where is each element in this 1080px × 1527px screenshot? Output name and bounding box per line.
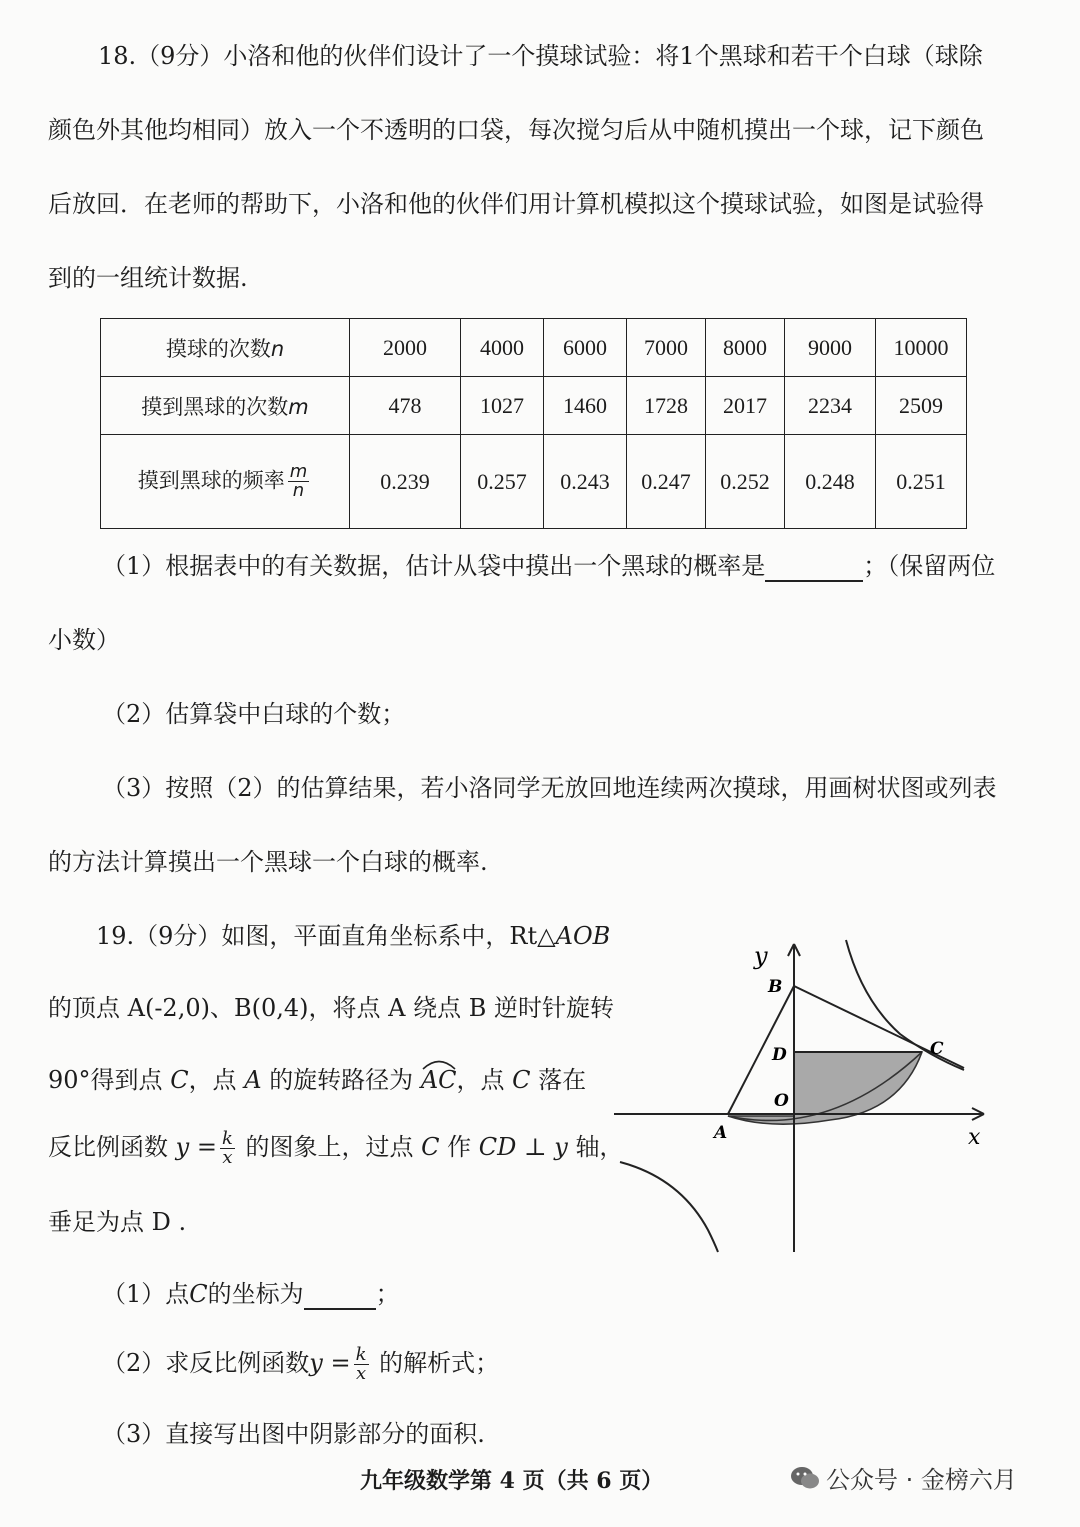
label-x: x [968, 1125, 981, 1150]
table-cell: 9000 [785, 319, 876, 377]
watermark: 公众号 · 金榜六月 [790, 1460, 1017, 1497]
q19-part-1: （1）点C的坐标为 ； [102, 1280, 400, 1308]
table-cell: 0.248 [785, 435, 876, 529]
coordinate-figure [600, 930, 1000, 1260]
arc-icon [421, 1058, 457, 1070]
table-cell: 10000 [876, 319, 967, 377]
table-cell: 0.252 [706, 435, 785, 529]
q19-line-1: 19.（9分）如图，平面直角坐标系中，Rt△AOB [96, 922, 611, 950]
table-cell: 1027 [461, 377, 544, 435]
page-footer: 九年级数学第 4 页（共 6 页） [360, 1468, 664, 1494]
label-a: A [714, 1123, 728, 1143]
table-row [101, 435, 967, 529]
hyperbola-branch-1 [846, 940, 964, 1070]
label-b: B [768, 977, 783, 997]
table-row [101, 377, 967, 435]
table-cell: 1728 [627, 377, 706, 435]
q18-part-2: （2）估算袋中白球的个数； [102, 700, 406, 728]
q18-line-3: 后放回．在老师的帮助下，小洛和他的伙伴们用计算机模拟这个摸球试验，如图是试验得 [48, 190, 984, 218]
label-o: O [774, 1091, 789, 1111]
label-d: D [772, 1045, 787, 1065]
wechat-icon [790, 1465, 820, 1497]
table-row-header: 摸到黑球的次数m [101, 377, 350, 435]
q18-part-3: （3）按照（2）的估算结果，若小洛同学无放回地连续两次摸球，用画树状图或列表 [102, 774, 997, 802]
table-cell: 478 [350, 377, 461, 435]
q18-part-3-cont: 的方法计算摸出一个黑球一个白球的概率. [48, 848, 488, 876]
table-cell: 0.239 [350, 435, 461, 529]
table-row-header: 摸球的次数n [101, 319, 350, 377]
q19-line-4: 反比例函数 y = $\frac{k}{x}$ 的图象上，过点 C 作 CD ⊥ y 轴， [48, 1128, 624, 1168]
table-cell: 0.257 [461, 435, 544, 529]
frequency-table [100, 318, 967, 529]
q19-line-5: 垂足为点 D . [48, 1208, 187, 1236]
q18-part-1: （1）根据表中的有关数据，估计从袋中摸出一个黑球的概率是 ；（保留两位 [102, 552, 996, 580]
table-cell: 2017 [706, 377, 785, 435]
q18-part-1-cont: 小数） [48, 626, 120, 654]
q18-line-2: 颜色外其他均相同）放入一个不透明的口袋，每次搅匀后从中随机摸出一个球，记下颜色 [48, 116, 984, 144]
table-cell: 0.251 [876, 435, 967, 529]
arc-ac-notation: AC [421, 1066, 457, 1094]
hyperbola-branch-2 [620, 1162, 718, 1252]
table-cell: 2509 [876, 377, 967, 435]
table-row-header: 摸到黑球的频率 $\frac{m}{n}$ [101, 435, 350, 529]
table-cell: 2234 [785, 377, 876, 435]
q19-line-2: 的顶点 A(-2,0)、B(0,4)，将点 A 绕点 B 逆时针旋转 [48, 994, 614, 1022]
table-cell: 7000 [627, 319, 706, 377]
fraction-m-over-n: $\frac{m}{n}$ [289, 461, 308, 501]
q18-line-4: 到的一组统计数据. [48, 264, 248, 292]
fraction-k-over-x: $\frac{k}{x}$ [221, 1128, 233, 1168]
table-cell: 0.243 [544, 435, 627, 529]
answer-blank[interactable] [304, 1282, 376, 1310]
table-cell: 8000 [706, 319, 785, 377]
table-cell: 4000 [461, 319, 544, 377]
label-y: y [754, 942, 768, 970]
q19-line-3: 90°得到点 C，点 A 的旋转路径为 AC，点 C 落在 [48, 1064, 1020, 1096]
table-cell: 1460 [544, 377, 627, 435]
table-cell: 0.247 [627, 435, 706, 529]
answer-blank[interactable] [765, 554, 863, 582]
q19-part-2: （2）求反比例函数y = $\frac{k}{x}$ 的解析式； [102, 1344, 500, 1384]
label-c: C [930, 1039, 944, 1059]
q18-line-1: 18.（9分）小洛和他的伙伴们设计了一个摸球试验：将1个黑球和若干个白球（球除 [98, 42, 983, 70]
fraction-k-over-x: $\frac{k}{x}$ [355, 1344, 367, 1384]
q19-part-3: （3）直接写出图中阴影部分的面积. [102, 1420, 485, 1448]
table-cell: 6000 [544, 319, 627, 377]
table-cell: 2000 [350, 319, 461, 377]
table-row [101, 319, 967, 377]
